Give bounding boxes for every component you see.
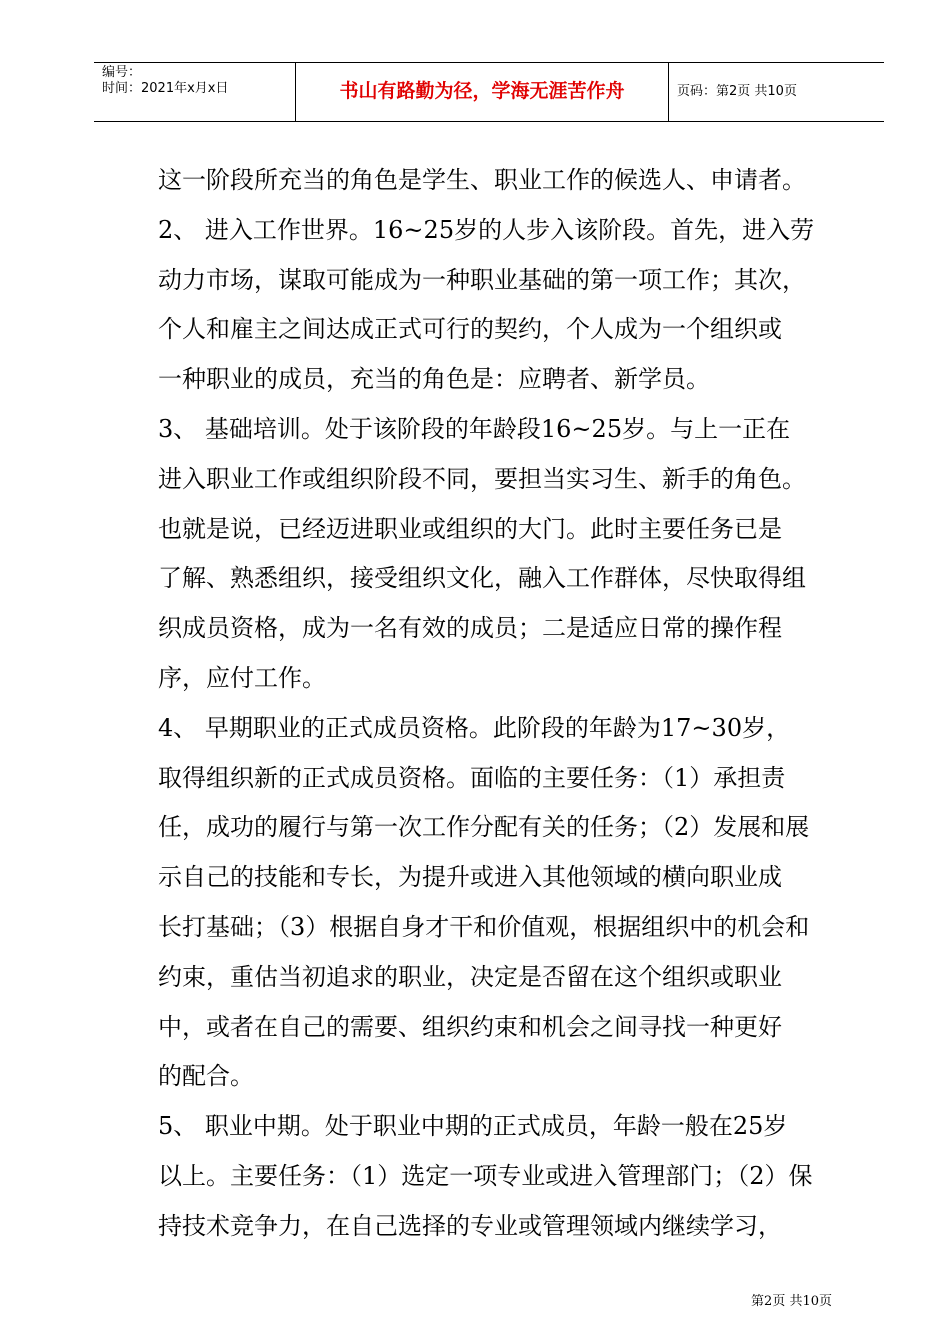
text-line: 持技术竞争力，在自己选择的专业或管理领域内继续学习， xyxy=(158,1211,782,1240)
header-time-label: 时间：2021年x月x日 xyxy=(102,81,229,96)
page-footer: 第2页 共10页 xyxy=(751,1294,832,1309)
text-line: 约束，重估当初追求的职业，决定是否留在这个组织或职业 xyxy=(158,962,782,991)
header-motto: 书山有路勤为径，学海无涯苦作舟 xyxy=(339,80,625,102)
header-number-label: 编号： xyxy=(102,65,142,80)
text-line: 进入职业工作或组织阶段不同，要担当实习生、新手的角色。 xyxy=(158,464,806,493)
text-line: 长打基础；（3）根据自身才干和价值观，根据组织中的机会和 xyxy=(158,912,810,941)
text-line: 的配合。 xyxy=(158,1062,254,1091)
text-line: 2、 进入工作世界。16~25岁的人步入该阶段。首先，进入劳 xyxy=(158,215,815,244)
text-line: 序，应付工作。 xyxy=(158,663,326,692)
text-line: 任，成功的履行与第一次工作分配有关的任务；（2）发展和展 xyxy=(158,813,810,842)
text-line: 这一阶段所充当的角色是学生、职业工作的候选人、申请者。 xyxy=(158,166,806,194)
text-line: 取得组织新的正式成员资格。面临的主要任务：（1）承担责 xyxy=(158,763,786,792)
text-line: 5、 职业中期。处于职业中期的正式成员，年龄一般在25岁 xyxy=(158,1112,788,1141)
text-line: 3、 基础培训。处于该阶段的年龄段16~25岁。与上一正在 xyxy=(158,414,791,443)
text-line: 动力市场，谋取可能成为一种职业基础的第一项工作；其次， xyxy=(158,265,806,294)
text-line: 个人和雇主之间达成正式可行的契约，个人成为一个组织或 xyxy=(158,315,782,344)
page-header xyxy=(94,62,884,122)
text-line: 4、 早期职业的正式成员资格。此阶段的年龄为17~30岁， xyxy=(158,713,791,742)
text-line: 一种职业的成员，充当的角色是：应聘者、新学员。 xyxy=(158,365,710,394)
text-line: 织成员资格，成为一名有效的成员；二是适应日常的操作程 xyxy=(158,614,782,643)
header-meta xyxy=(102,65,228,97)
text-line: 示自己的技能和专长，为提升或进入其他领域的横向职业成 xyxy=(158,863,782,892)
text-line: 也就是说，已经迈进职业或组织的大门。此时主要任务已是 xyxy=(158,514,782,543)
header-divider-right xyxy=(668,63,669,121)
text-line: 以上。主要任务：（1）选定一项专业或进入管理部门；（2）保 xyxy=(158,1161,813,1190)
document-body xyxy=(158,156,824,1252)
header-page-label: 页码：第2页 共10页 xyxy=(677,84,797,99)
text-line: 了解、熟悉组织，接受组织文化，融入工作群体，尽快取得组 xyxy=(158,564,806,593)
text-line: 中，或者在自己的需要、组织约束和机会之间寻找一种更好 xyxy=(158,1012,782,1041)
